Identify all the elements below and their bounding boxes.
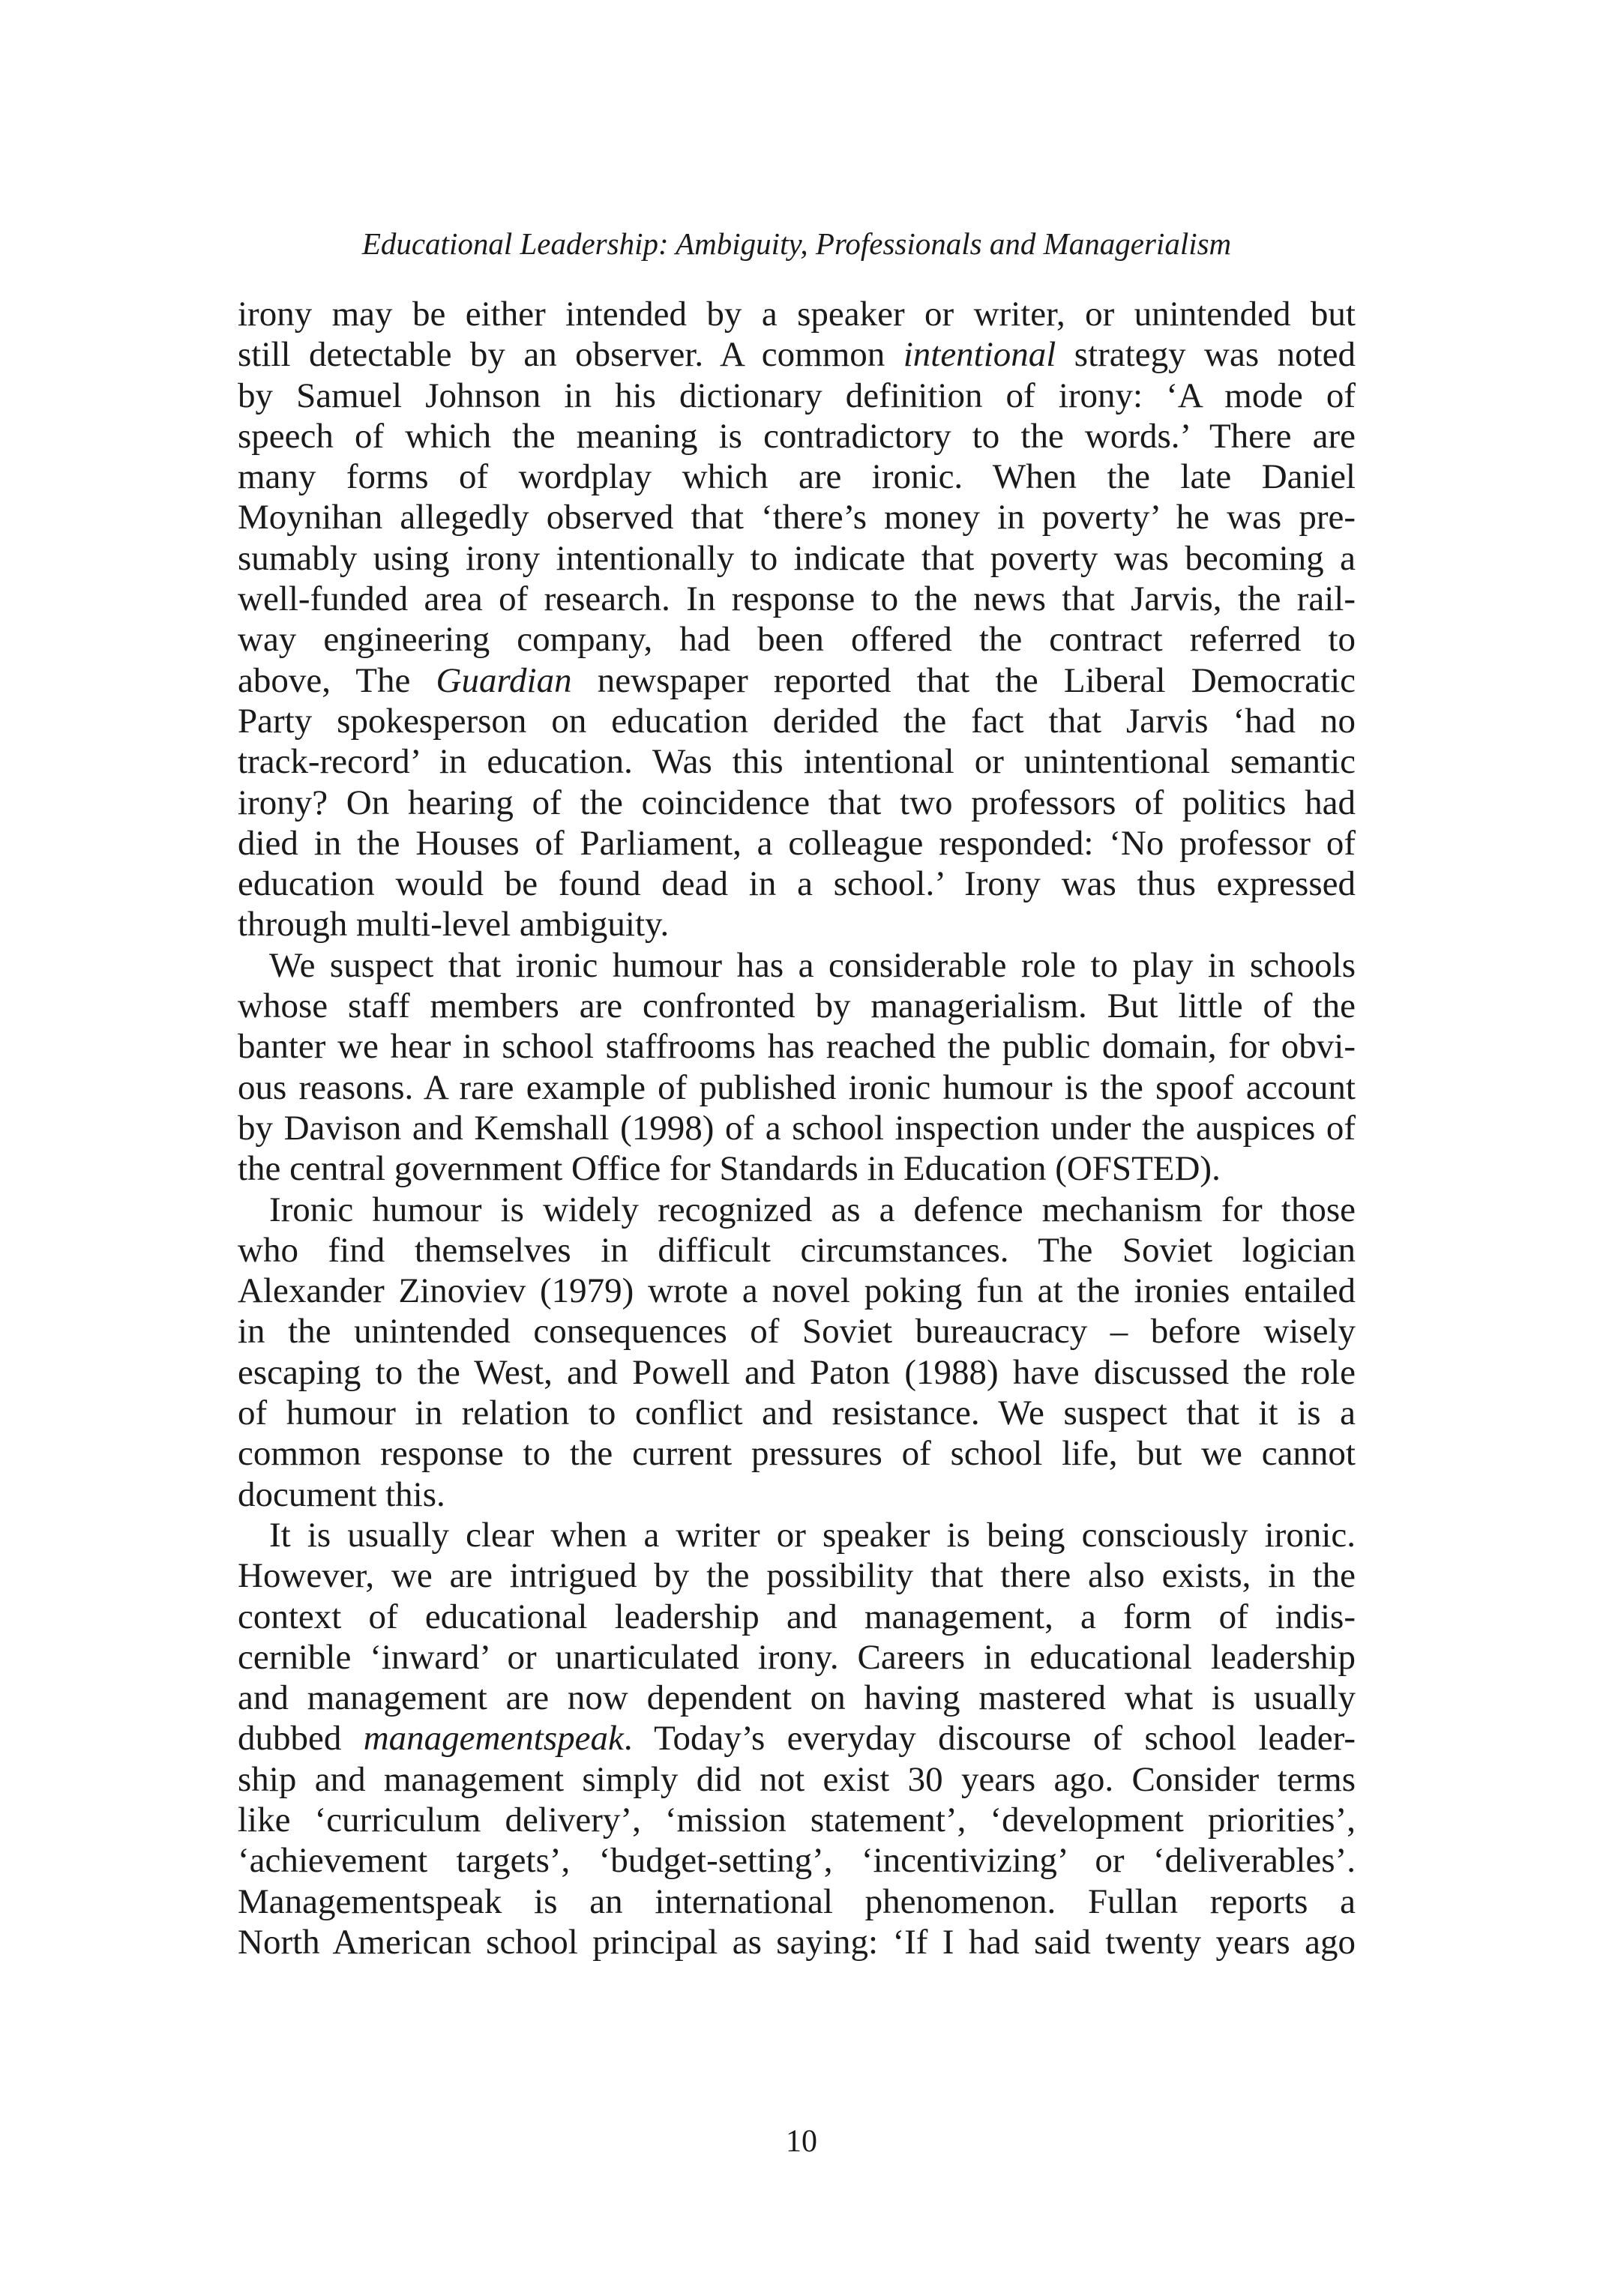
text-line: by Davison and Kemshall (1998) of a school inspection under the auspices of <box>238 1108 1356 1148</box>
text-line: and management are now dependent on having mastered what is usually <box>238 1678 1356 1718</box>
text-line: by Samuel Johnson in his dictionary definition of irony: ‘A mode of <box>238 376 1356 415</box>
text-line: irony? On hearing of the coincidence that two professors of politics had <box>238 783 1356 822</box>
text-line: common response to the current pressures of school life, but we cannot <box>238 1434 1356 1474</box>
text-line: many forms of wordplay which are ironic. When the late Daniel <box>238 457 1356 497</box>
italic-term: managementspeak <box>363 1719 624 1759</box>
text-line: well-funded area of research. In response to the news that Jarvis, the rail- <box>238 579 1356 619</box>
body-text <box>238 294 1356 1962</box>
text-line: dubbed managementspeak. Today’s everyday discourse of school leader- <box>238 1719 1356 1759</box>
paragraph <box>238 1190 1356 1515</box>
text-line: Alexander Zinoviev (1979) wrote a novel poking fun at the ironies entailed <box>238 1271 1356 1311</box>
paragraph <box>238 945 1356 1190</box>
text-line: ship and management simply did not exist 30 years ago. Consider terms <box>238 1759 1356 1799</box>
text-line: like ‘curriculum delivery’, ‘mission statement’, ‘development priorities’, <box>238 1800 1356 1839</box>
text-line: above, The Guardian newspaper reported that the Liberal Democratic <box>238 660 1356 700</box>
paragraph <box>238 1515 1356 1962</box>
text-line: died in the Houses of Parliament, a colleague responded: ‘No professor of <box>238 823 1356 863</box>
text-line: track-record’ in education. Was this intentional or unintentional semantic <box>238 742 1356 782</box>
running-header: Educational Leadership: Ambiguity, Professionals and Managerialism <box>361 226 1232 261</box>
text-line: It is usually clear when a writer or speaker is being consciously ironic. <box>269 1515 1356 1555</box>
text-line: ous reasons. A rare example of published ironic humour is the spoof account <box>238 1067 1356 1107</box>
text-line: in the unintended consequences of Soviet bureaucracy – before wisely <box>238 1312 1356 1352</box>
text-line: However, we are intrigued by the possibility that there also exists, in the <box>238 1556 1356 1596</box>
text-line: escaping to the West, and Powell and Paton (1988) have discussed the role <box>238 1352 1356 1392</box>
text-line: the central government Office for Standards in Education (OFSTED). <box>238 1149 1221 1189</box>
text-line: Moynihan allegedly observed that ‘there’s money in poverty’ he was pre- <box>238 498 1356 537</box>
italic-term: Guardian <box>436 660 572 700</box>
text-line: whose staff members are confronted by managerialism. But little of the <box>238 986 1356 1026</box>
text-line: North American school principal as saying: ‘If I had said twenty years ago <box>238 1922 1356 1962</box>
text-line: speech of which the meaning is contradictory to the words.’ There are <box>238 416 1356 456</box>
text-line: who find themselves in difficult circumstances. The Soviet logician <box>238 1230 1356 1270</box>
text-line: banter we hear in school staffrooms has reached the public domain, for obvi- <box>238 1027 1356 1067</box>
text-line: Ironic humour is widely recognized as a defence mechanism for those <box>269 1190 1356 1229</box>
text-line: cernible ‘inward’ or unarticulated irony. Careers in educational leadership <box>238 1637 1356 1677</box>
text-line: context of educational leadership and management, a form of indis- <box>238 1597 1356 1636</box>
text-line: Managementspeak is an international phenomenon. Fullan reports a <box>238 1881 1356 1921</box>
text-line: Party spokesperson on education derided the fact that Jarvis ‘had no <box>238 701 1356 741</box>
text-line: through multi-level ambiguity. <box>238 905 670 944</box>
text-line: irony may be either intended by a speaker or writer, or unintended but <box>238 295 1356 334</box>
text-line: still detectable by an observer. A common intentional strategy was noted <box>238 335 1356 375</box>
paragraph <box>238 294 1356 945</box>
text-line: We suspect that ironic humour has a considerable role to play in schools <box>269 945 1356 985</box>
text-line: of humour in relation to conflict and resistance. We suspect that it is a <box>238 1393 1356 1433</box>
italic-term: intentional <box>903 335 1056 375</box>
page-number: 10 <box>786 2124 817 2159</box>
text-line: ‘achievement targets’, ‘budget-setting’, ‘incentivizing’ or ‘deliverables’. <box>238 1841 1356 1881</box>
text-line: education would be found dead in a school.’ Irony was thus expressed <box>238 864 1356 904</box>
text-line: sumably using irony intentionally to indicate that poverty was becoming a <box>238 538 1356 578</box>
text-line: document this. <box>238 1474 445 1514</box>
text-line: way engineering company, had been offered the contract referred to <box>238 620 1356 660</box>
